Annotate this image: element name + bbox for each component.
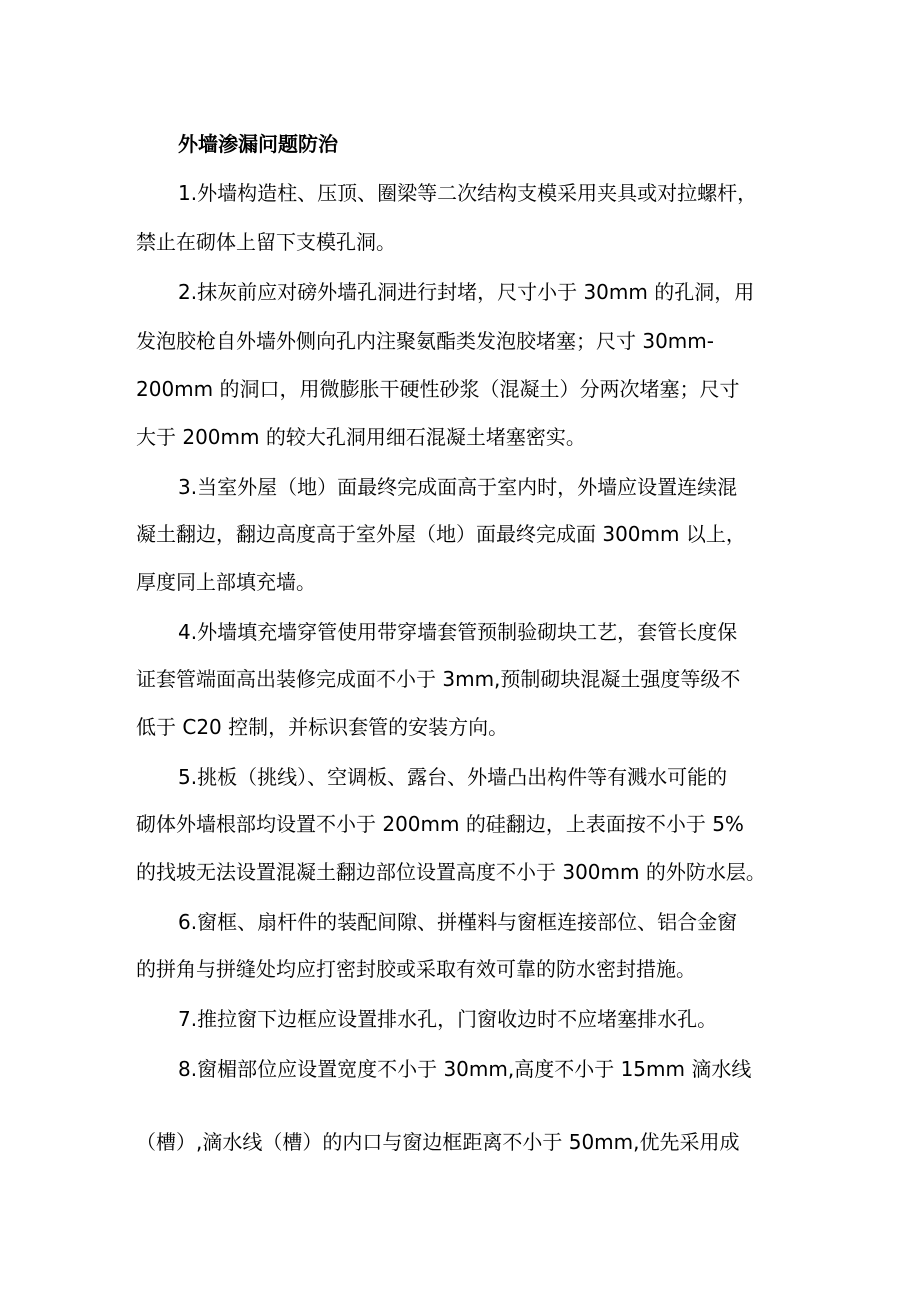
paragraph-3-line-3: 厚度同上部填充墙。	[136, 570, 316, 594]
paragraph-7-line-1: 7.推拉窗下边框应设置排水孔，门窗收边时不应堵塞排水孔。	[178, 1007, 718, 1031]
paragraph-4-line-2: 证套管端面高出装修完成面不小于 3mm,预制砌块混凝土强度等级不	[136, 667, 741, 691]
paragraph-1-line-2: 禁止在砌体上留下支模孔洞。	[136, 230, 396, 254]
paragraph-6-line-1: 6.窗框、扇杆件的装配间隙、拼槿料与窗框连接部位、铝合金窗	[178, 910, 738, 934]
paragraph-3-line-1: 3.当室外屋（地）面最终完成面高于室内时，外墙应设置连续混	[178, 475, 738, 499]
paragraph-6-line-2: 的拼角与拼缝处均应打密封胶或采取有效可靠的防水密封措施。	[136, 957, 696, 981]
paragraph-5-line-1: 5.挑板（挑线）、空调板、露台、外墙凸出构件等有溅水可能的	[178, 765, 728, 789]
paragraph-3-line-2: 凝土翻边，翻边高度高于室外屋（地）面最终完成面 300mm 以上，	[136, 522, 746, 546]
paragraph-2-line-3: 200mm 的洞口，用微膨胀干硬性砂浆（混凝土）分两次堵塞；尺寸	[136, 377, 740, 401]
paragraph-2-line-2: 发泡胶枪自外墙外侧向孔内注聚氨酯类发泡胶堵塞；尺寸 30mm-	[136, 329, 714, 353]
paragraph-2-line-4: 大于 200mm 的较大孔洞用细石混凝土堵塞密实。	[136, 425, 586, 449]
paragraph-8-line-2: （槽）,滴水线（槽）的内口与窗边框距离不小于 50mm,优先采用成	[136, 1130, 740, 1154]
paragraph-4-line-1: 4.外墙填充墙穿管使用带穿墙套管预制验砌块工艺，套管长度保	[178, 620, 738, 644]
paragraph-2-line-1: 2.抹灰前应对磅外墙孔洞进行封堵，尺寸小于 30mm 的孔洞，用	[178, 280, 755, 304]
paragraph-8-line-1: 8.窗楣部位应设置宽度不小于 30mm,高度不小于 15mm 滴水线	[178, 1057, 752, 1081]
document-title: 外墙渗漏问题防治	[178, 132, 338, 156]
paragraph-4-line-3: 低于 C20 控制，并标识套管的安装方向。	[136, 715, 509, 739]
paragraph-1-line-1: 1.外墙构造柱、压顶、圈梁等二次结构支模采用夹具或对拉螺杆，	[178, 181, 758, 205]
paragraph-5-line-3: 的找坡无法设置混凝土翻边部位设置高度不小于 300mm 的外防水层。	[136, 860, 766, 884]
paragraph-5-line-2: 砌体外墙根部均设置不小于 200mm 的硅翻边，上表面按不小于 5%	[136, 812, 744, 836]
